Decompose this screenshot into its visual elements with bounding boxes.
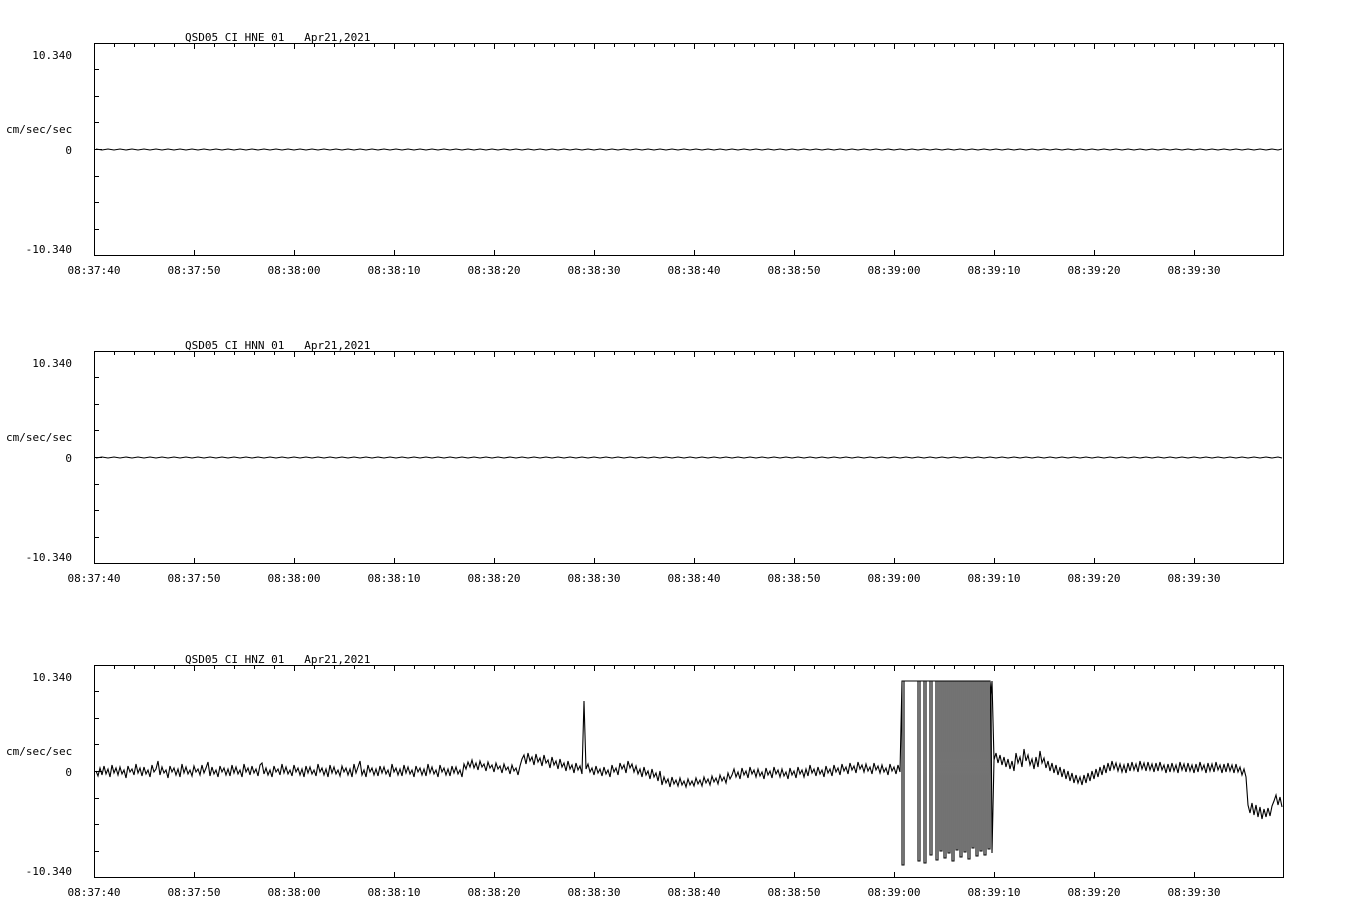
panel-hnz-xtick-1: 08:37:50 (167, 886, 221, 899)
panel-hnz-ylabel: cm/sec/sec (6, 745, 73, 758)
waveform-hne (96, 149, 1282, 150)
waveform-hnn (96, 457, 1282, 458)
panel-hnn (0, 307, 1358, 607)
panel-hne-ytick-mid: 0 (65, 144, 72, 157)
panel-hnn-xtick-7: 08:38:50 (767, 572, 821, 585)
panel-hne-xtick-3: 08:38:10 (367, 264, 421, 277)
panel-hne-xtick-9: 08:39:10 (967, 264, 1021, 277)
panel-hne-plot (78, 43, 1358, 268)
panel-hnn-ytick-top: 10.340 (32, 357, 72, 370)
panel-hnz-xtick-11: 08:39:30 (1167, 886, 1221, 899)
panel-hne-ytick-top: 10.340 (32, 49, 72, 62)
panel-hnn-xtick-5: 08:38:30 (567, 572, 621, 585)
panel-hne-ylabel: cm/sec/sec (6, 123, 73, 136)
panel-hnn-xtick-2: 08:38:00 (267, 572, 321, 585)
panel-hnz-xtick-2: 08:38:00 (267, 886, 321, 899)
panel-hne-xtick-2: 08:38:00 (267, 264, 321, 277)
panel-hnn-xtick-1: 08:37:50 (167, 572, 221, 585)
panel-hnz-xtick-10: 08:39:20 (1067, 886, 1121, 899)
waveform-hnz (96, 681, 1282, 865)
panel-hnn-ytick-bot: -10.340 (25, 551, 72, 564)
panel-hnz-ytick-top: 10.340 (32, 671, 72, 684)
panel-hnn-ylabel: cm/sec/sec (6, 431, 73, 444)
panel-hne-xtick-7: 08:38:50 (767, 264, 821, 277)
panel-hne-xtick-1: 08:37:50 (167, 264, 221, 277)
panel-hnz-xtick-0: 08:37:40 (67, 886, 121, 899)
panel-hnz (0, 617, 1358, 924)
panel-hne-xtick-11: 08:39:30 (1167, 264, 1221, 277)
panel-hnz-xtick-8: 08:39:00 (867, 886, 921, 899)
panel-hnn-plot (78, 351, 1358, 576)
panel-hnn-ytick-mid: 0 (65, 452, 72, 465)
panel-hnn-xtick-10: 08:39:20 (1067, 572, 1121, 585)
panel-hnz-xtick-6: 08:38:40 (667, 886, 721, 899)
panel-hne-xtick-4: 08:38:20 (467, 264, 521, 277)
panel-hnz-ytick-bot: -10.340 (25, 865, 72, 878)
panel-hnn-xtick-6: 08:38:40 (667, 572, 721, 585)
panel-hne-xtick-5: 08:38:30 (567, 264, 621, 277)
panel-hnz-xtick-9: 08:39:10 (967, 886, 1021, 899)
panel-hnn-xtick-3: 08:38:10 (367, 572, 421, 585)
panel-hne-xtick-0: 08:37:40 (67, 264, 121, 277)
panel-hne-xtick-6: 08:38:40 (667, 264, 721, 277)
panel-hnz-ytick-mid: 0 (65, 766, 72, 779)
panel-hnn-xtick-4: 08:38:20 (467, 572, 521, 585)
panel-hnn-xtick-11: 08:39:30 (1167, 572, 1221, 585)
panel-hnz-xtick-5: 08:38:30 (567, 886, 621, 899)
panel-hne (0, 0, 1358, 300)
panel-hne-ytick-bot: -10.340 (25, 243, 72, 256)
panel-hne-xtick-8: 08:39:00 (867, 264, 921, 277)
panel-hnn-xtick-9: 08:39:10 (967, 572, 1021, 585)
panel-hnn-title: QSD05_CI_HNN_01 Apr21,2021 (185, 339, 371, 352)
panel-hne-xtick-10: 08:39:20 (1067, 264, 1121, 277)
panel-hnz-plot (78, 665, 1358, 890)
panel-hnz-xtick-3: 08:38:10 (367, 886, 421, 899)
panel-hnn-xtick-8: 08:39:00 (867, 572, 921, 585)
panel-hnz-xtick-4: 08:38:20 (467, 886, 521, 899)
panel-hnz-title: QSD05_CI_HNZ_01 Apr21,2021 (185, 653, 371, 666)
panel-hne-title: QSD05_CI_HNE_01 Apr21,2021 (185, 31, 371, 44)
panel-hnn-xtick-0: 08:37:40 (67, 572, 121, 585)
panel-hnz-xtick-7: 08:38:50 (767, 886, 821, 899)
